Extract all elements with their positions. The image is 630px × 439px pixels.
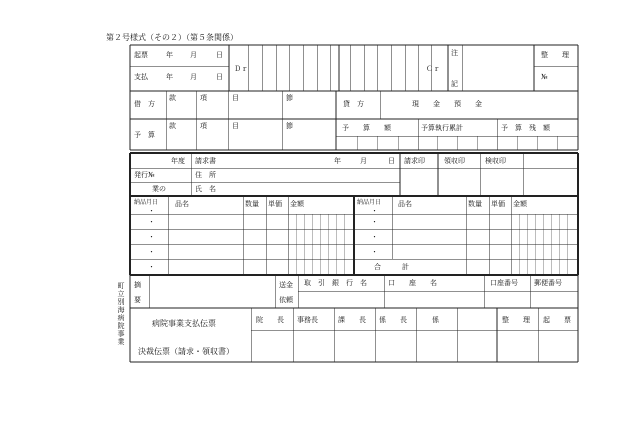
right-hinmei-header: 品名 bbox=[398, 200, 412, 208]
left-row-dot: ・ bbox=[148, 233, 155, 241]
number-label: № bbox=[541, 73, 548, 81]
yosan-shikko-label: 予算執行累計 bbox=[421, 124, 463, 132]
left-tanka-header: 単価 bbox=[268, 200, 282, 208]
right-suryo-header: 数量 bbox=[468, 200, 482, 208]
right-row-dot: ・ bbox=[371, 218, 378, 226]
chu-label: 注 bbox=[451, 49, 458, 57]
gyo-no-label: 業の bbox=[152, 185, 166, 193]
kakari-label: 係 bbox=[432, 316, 439, 324]
genkin-yokin-label: 現 金 預 金 bbox=[412, 100, 482, 108]
seikyu-year: 年 bbox=[334, 157, 341, 165]
karikata-kan: 款 bbox=[169, 94, 176, 102]
yosan-setsu: 節 bbox=[286, 122, 293, 130]
shimei-label: 氏 名 bbox=[195, 185, 216, 193]
hakko-no-label: 発行№ bbox=[134, 171, 155, 179]
yosan-kan: 款 bbox=[169, 122, 176, 130]
yosan-kou: 項 bbox=[200, 122, 207, 130]
sokin-label-1: 送金 bbox=[279, 281, 293, 289]
shiharai-year: 年 bbox=[166, 73, 173, 81]
credit-label: Ｃｒ bbox=[426, 65, 440, 73]
tekiyo-label-2: 要 bbox=[134, 296, 141, 304]
kihyo-approval-label: 起 票 bbox=[543, 316, 571, 324]
left-row-dot: ・ bbox=[148, 263, 155, 271]
jusho-label: 住 所 bbox=[195, 171, 216, 179]
yosan-label: 予 算 bbox=[134, 131, 155, 139]
seikyu-month: 月 bbox=[360, 157, 367, 165]
left-kingaku-header: 金額 bbox=[290, 200, 304, 208]
seiri-label: 整 理 bbox=[541, 51, 569, 59]
kihyo-month: 月 bbox=[190, 51, 197, 59]
tekiyo-label-1: 摘 bbox=[134, 281, 141, 289]
yosan-zan-label: 予 算 残 額 bbox=[501, 124, 550, 132]
incho-label: 院 長 bbox=[256, 316, 284, 324]
left-hinmei-header: 品名 bbox=[175, 200, 189, 208]
left-row-dot: ・ bbox=[148, 248, 155, 256]
ki-label: 記 bbox=[451, 80, 458, 88]
yosan-moku: 目 bbox=[232, 122, 239, 130]
koza-no-label: 口座番号 bbox=[490, 279, 518, 287]
yosan-gaku-label: 予 算 額 bbox=[342, 124, 391, 132]
hospital-name-vertical: 町立別海病院事業 bbox=[117, 282, 125, 346]
seikyu-in-label: 請求印 bbox=[404, 157, 425, 165]
right-kingaku-header: 金額 bbox=[513, 200, 527, 208]
ryoshu-in-label: 領収印 bbox=[444, 157, 465, 165]
nendo-label: 年度 bbox=[171, 157, 185, 165]
right-tanka-header: 単価 bbox=[491, 200, 505, 208]
kashikata-label: 貸 方 bbox=[343, 100, 364, 108]
seiri-approval-label: 整 理 bbox=[502, 316, 530, 324]
right-row-dot: ・ bbox=[371, 248, 378, 256]
kihyo-year: 年 bbox=[166, 51, 173, 59]
sokin-label-2: 依頼 bbox=[279, 296, 293, 304]
kacho-label: 課 長 bbox=[338, 316, 366, 324]
approval-title-2: 決裁伝票（請求・領収書） bbox=[138, 347, 234, 356]
right-nohin-date-header: 納品月日 bbox=[357, 199, 382, 206]
left-suryo-header: 数量 bbox=[245, 200, 259, 208]
shiharai-label: 支払 bbox=[134, 73, 148, 81]
kenshu-in-label: 検収印 bbox=[485, 157, 506, 165]
karikata-label: 借 方 bbox=[134, 100, 155, 108]
seikyu-day: 日 bbox=[388, 157, 395, 165]
right-row-dot: ・ bbox=[371, 233, 378, 241]
gokei-label: 合 計 bbox=[374, 263, 409, 271]
shiharai-month: 月 bbox=[190, 73, 197, 81]
karikata-setsu: 節 bbox=[286, 94, 293, 102]
kihyo-day: 日 bbox=[216, 51, 223, 59]
kakaricho-label: 係 長 bbox=[379, 316, 407, 324]
yubin-label: 郵便番号 bbox=[534, 279, 562, 287]
approval-title-1: 病院事業支払伝票 bbox=[152, 319, 216, 328]
left-nohin-date-header: 納品月日 bbox=[134, 199, 159, 206]
koza-label: 口 座 名 bbox=[388, 279, 437, 287]
debit-label: Ｄｒ bbox=[234, 65, 248, 73]
seikyusho-label: 請求書 bbox=[195, 157, 216, 165]
left-row-dot: ・ bbox=[148, 207, 155, 215]
form-title: 第２号様式（その２）（第５条関係） bbox=[106, 33, 238, 42]
right-row-dot: ・ bbox=[371, 207, 378, 215]
shiharai-day: 日 bbox=[216, 73, 223, 81]
jimucho-label: 事務長 bbox=[297, 316, 318, 324]
torihiki-ginko-label: 取 引 銀 行 名 bbox=[304, 279, 367, 287]
kihyo-label: 起票 bbox=[134, 51, 148, 59]
karikata-moku: 目 bbox=[232, 94, 239, 102]
karikata-kou: 項 bbox=[200, 94, 207, 102]
left-row-dot: ・ bbox=[148, 218, 155, 226]
